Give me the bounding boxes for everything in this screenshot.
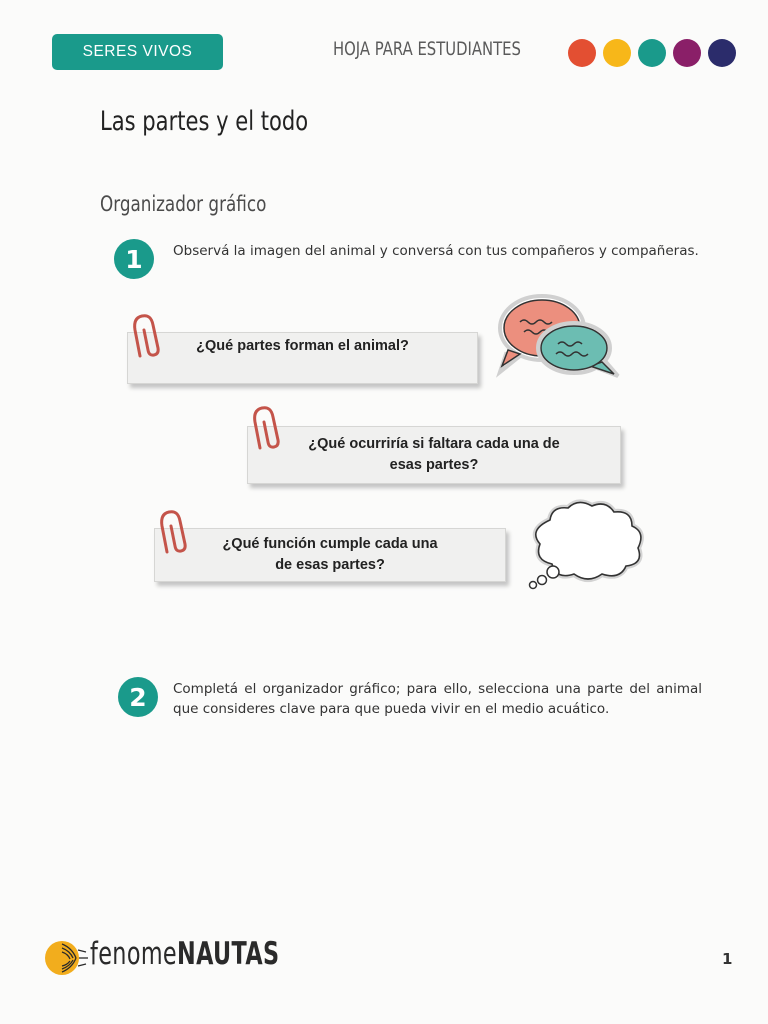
- question-2-line-2: esas partes?: [389, 457, 479, 473]
- color-dot-red: [568, 39, 596, 67]
- section-subtitle: Organizador gráfico: [100, 192, 267, 216]
- paperclip-icon: [158, 508, 192, 556]
- section-badge: [52, 34, 223, 70]
- fenomenautas-logo-text: [90, 936, 279, 972]
- question-3-line-2: de esas partes?: [275, 557, 385, 573]
- paperclip-icon: [251, 404, 285, 452]
- fenomenautas-logo-icon: [42, 938, 90, 978]
- question-card-1: [127, 332, 478, 384]
- color-dot-yellow: [603, 39, 631, 67]
- page-title: Las partes y el todo: [100, 106, 309, 137]
- step-number-2: 2: [118, 677, 158, 717]
- question-3-line-1: ¿Qué función cumple cada una: [222, 536, 438, 552]
- speech-bubbles-icon: [494, 292, 624, 384]
- page-number: 1: [722, 950, 733, 968]
- paperclip-icon: [131, 312, 165, 360]
- step-number-1: 1: [114, 239, 154, 279]
- step-2-instruction: Completá el organizador gráfico; para ello, selecciona una parte del animal que consideres clave para que pueda vivir en el medio acuático.: [173, 681, 702, 717]
- question-card-2: [247, 426, 621, 484]
- logo-suffix: NAUTAS: [177, 936, 280, 972]
- step-1-instruction: Observá la imagen del animal y conversá con tus compañeros y compañeras.: [173, 243, 699, 259]
- sheet-label: HOJA PARA ESTUDIANTES: [333, 38, 521, 60]
- question-card-3: [154, 528, 506, 582]
- logo-prefix: fenome: [90, 936, 178, 972]
- question-1-text: ¿Qué partes forman el animal?: [196, 337, 409, 354]
- color-dot-teal: [638, 39, 666, 67]
- question-2-line-1: ¿Qué ocurriría si faltara cada una de: [308, 436, 560, 452]
- thought-bubble-icon: [522, 498, 654, 590]
- color-dot-purple: [673, 39, 701, 67]
- section-badge-label: SERES VIVOS: [82, 43, 193, 60]
- color-dot-navy: [708, 39, 736, 67]
